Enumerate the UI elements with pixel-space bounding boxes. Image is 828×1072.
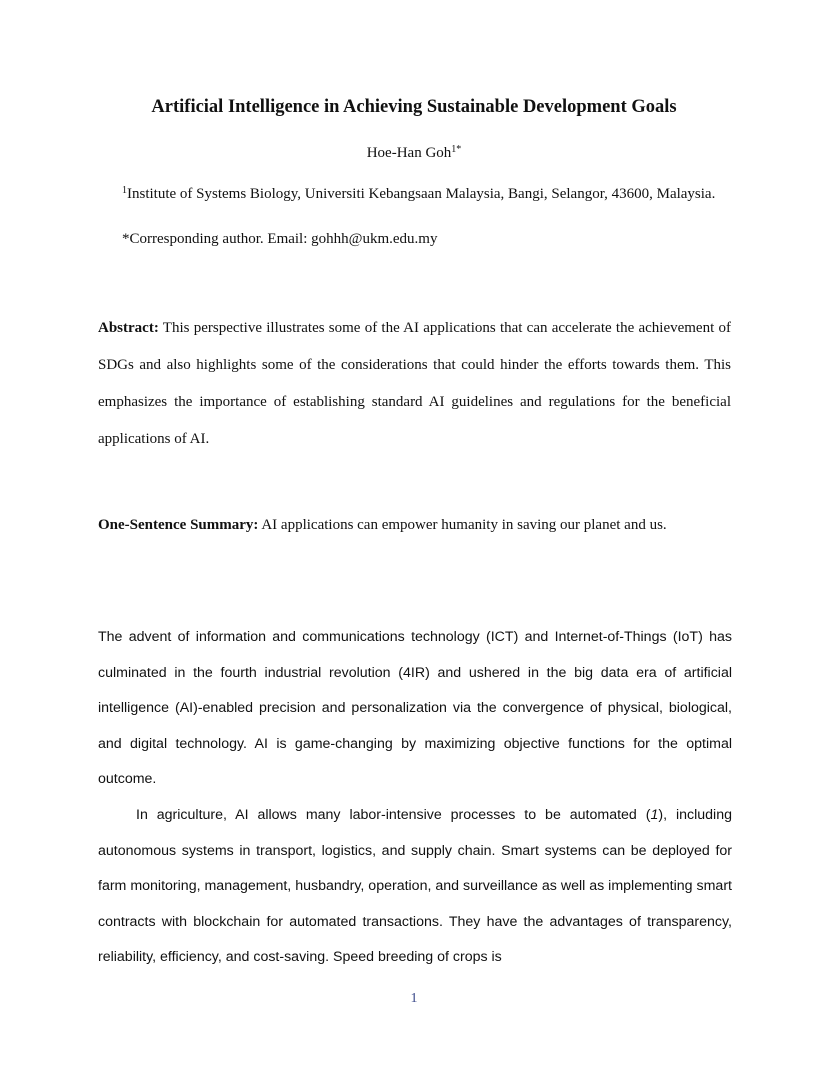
affiliation-superscript: 1 bbox=[122, 185, 127, 196]
author-name: Hoe-Han Goh bbox=[366, 145, 452, 161]
summary-label: One-Sentence Summary: bbox=[98, 517, 259, 533]
body-paragraph-2 bbox=[98, 798, 732, 976]
corresponding-author: *Corresponding author. Email: gohhh@ukm.edu.my bbox=[122, 231, 438, 247]
body-paragraph-2-rest: ), including autonomous systems in transport, logistics, and supply chain. Smart systems can be deployed for farm monitoring, management, husbandry, operation, and surveillance as well as implementing smart contracts with blockchain for automated transactions. They have the advantages of transparency, reliability, efficiency, and cost-saving. Speed breeding of crops is bbox=[98, 807, 732, 966]
abstract-label: Abstract: bbox=[98, 320, 159, 336]
paper-title: Artificial Intelligence in Achieving Sustainable Development Goals bbox=[151, 97, 677, 117]
citation-reference: 1 bbox=[650, 807, 659, 823]
summary-text: AI applications can empower humanity in saving our planet and us. bbox=[261, 517, 667, 533]
affiliation bbox=[122, 184, 722, 204]
abstract bbox=[98, 310, 731, 458]
abstract-text: This perspective illustrates some of the AI applications that can accelerate the achievement of SDGs and also highlights some of the considerations that could hinder the efforts towards them. This emphasizes the importance of establishing standard AI guidelines and regulations for the beneficial applications of AI. bbox=[98, 320, 731, 447]
one-sentence-summary bbox=[98, 513, 731, 537]
body-paragraph-1: The advent of information and communications technology (ICT) and Internet-of-Things (IoT) has culminated in the fourth industrial revolution (4IR) and ushered in the big data era of artificial intelligence (AI)-enabled precision and personalization via the convergence of physical, biological, and digital technology. AI is game-changing by maximizing objective functions for the optimal outcome. bbox=[98, 629, 732, 788]
author-superscript: 1* bbox=[451, 144, 462, 155]
affiliation-text: Institute of Systems Biology, Universiti Kebangsaan Malaysia, Bangi, Selangor, 43600, Malaysia. bbox=[127, 186, 716, 202]
author-line bbox=[0, 145, 828, 162]
body-paragraph-2-start: In agriculture, AI allows many labor-intensive processes to be automated ( bbox=[136, 807, 651, 823]
page-number: 1 bbox=[410, 991, 418, 1006]
